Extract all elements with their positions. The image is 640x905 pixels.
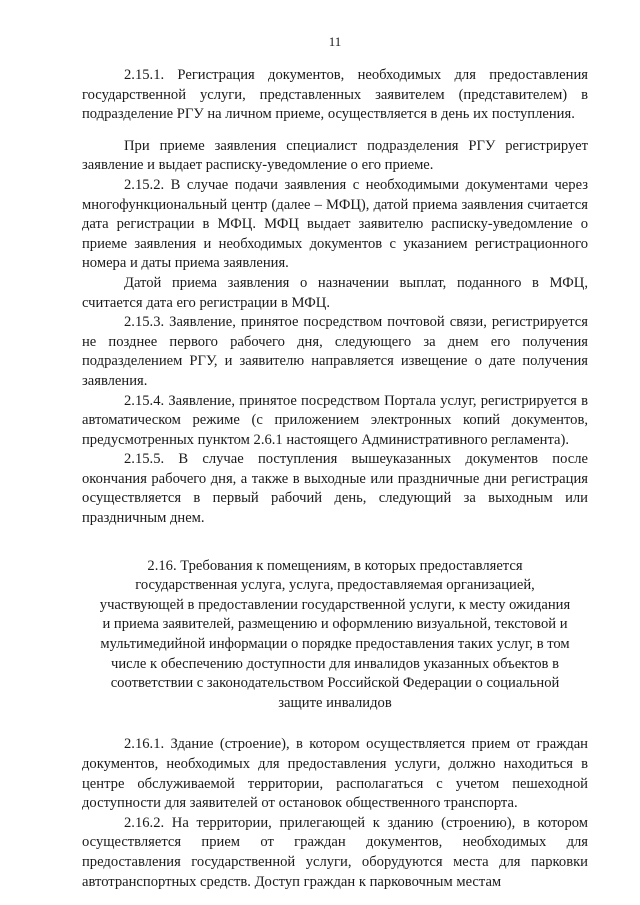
paragraph-2-15-5: 2.15.5. В случае поступления вышеуказанных документов после окончания рабочего дня, а также в выходные или праздничные дни регистрация осуществляется в первый рабочий день, следующий за выходным или праздничным днем.: [82, 451, 588, 527]
paragraph-2-15-3: 2.15.3. Заявление, принятое посредством почтовой связи, регистрируется не позднее первого рабочего дня, следующего за днем его получения подразделением РГУ, и заявителю направляется извещение о дате получения заявления.: [82, 314, 588, 389]
page-number: 11: [328, 34, 342, 49]
paragraph-2-15-4: 2.15.4. Заявление, принятое посредством Портала услуг, регистрируется в автоматическом режиме (с приложением электронных копий документов, предусмотренных пунктом 2.6.1 настоящего Административного регламента).: [82, 392, 588, 448]
paragraph-2-15-2: 2.15.2. В случае подачи заявления с необходимыми документами через многофункциональный центр (далее – МФЦ), датой приема заявления считается дата регистрации в МФЦ. МФЦ выдает заявителю расписку-уведомление о приеме заявления и необходимых документов с указанием регистрационного номера и даты приема заявления.: [82, 176, 588, 272]
paragraph-2-16-1: 2.16.1. Здание (строение), в котором осуществляется прием от граждан документов, необходимых для предоставления услуги, должно находиться в центре обслуживаемой территории, располагаться с учетом пешеходной доступности для заявителей от остановок общественного транспорта.: [82, 736, 588, 812]
paragraph-2-15-1: 2.15.1. Регистрация документов, необходимых для предоставления государственной услуги, представленных заявителем (представителем) в подразделение РГУ на личном приеме, осуществляется в день их поступления.: [82, 67, 588, 123]
paragraph-2-16-2: 2.16.2. На территории, прилегающей к зданию (строению), в котором осуществляется прием от граждан документов, необходимых для предоставления государственной услуги, оборудуются места для парковки автотранспортных средств. Доступ граждан к парковочным местам: [82, 814, 588, 890]
paragraph-2-15-2-mfc-date: Датой приема заявления о назначении выплат, поданного в МФЦ, считается дата его регистрации в МФЦ.: [82, 274, 588, 311]
paragraph-2-15-1-registration: При приеме заявления специалист подразделения РГУ регистрирует заявление и выдает расписку-уведомление о его приеме.: [82, 137, 588, 174]
section-heading-2-16: 2.16. Требования к помещениям, в которых предоставляется государственная услуга, услуга, предоставляемая организацией, участвующей в предоставлении государственной услуги, к месту ожидания и приема заявителей, размещению и оформлению визуальной, текстовой и мультимедийной информации о порядке предоставления таких услуг, в том числе к обеспечению доступности для инвалидов указанных объектов в соответствии с законодательством Российской Федерации о социальной защите инвалидов: [99, 557, 571, 711]
